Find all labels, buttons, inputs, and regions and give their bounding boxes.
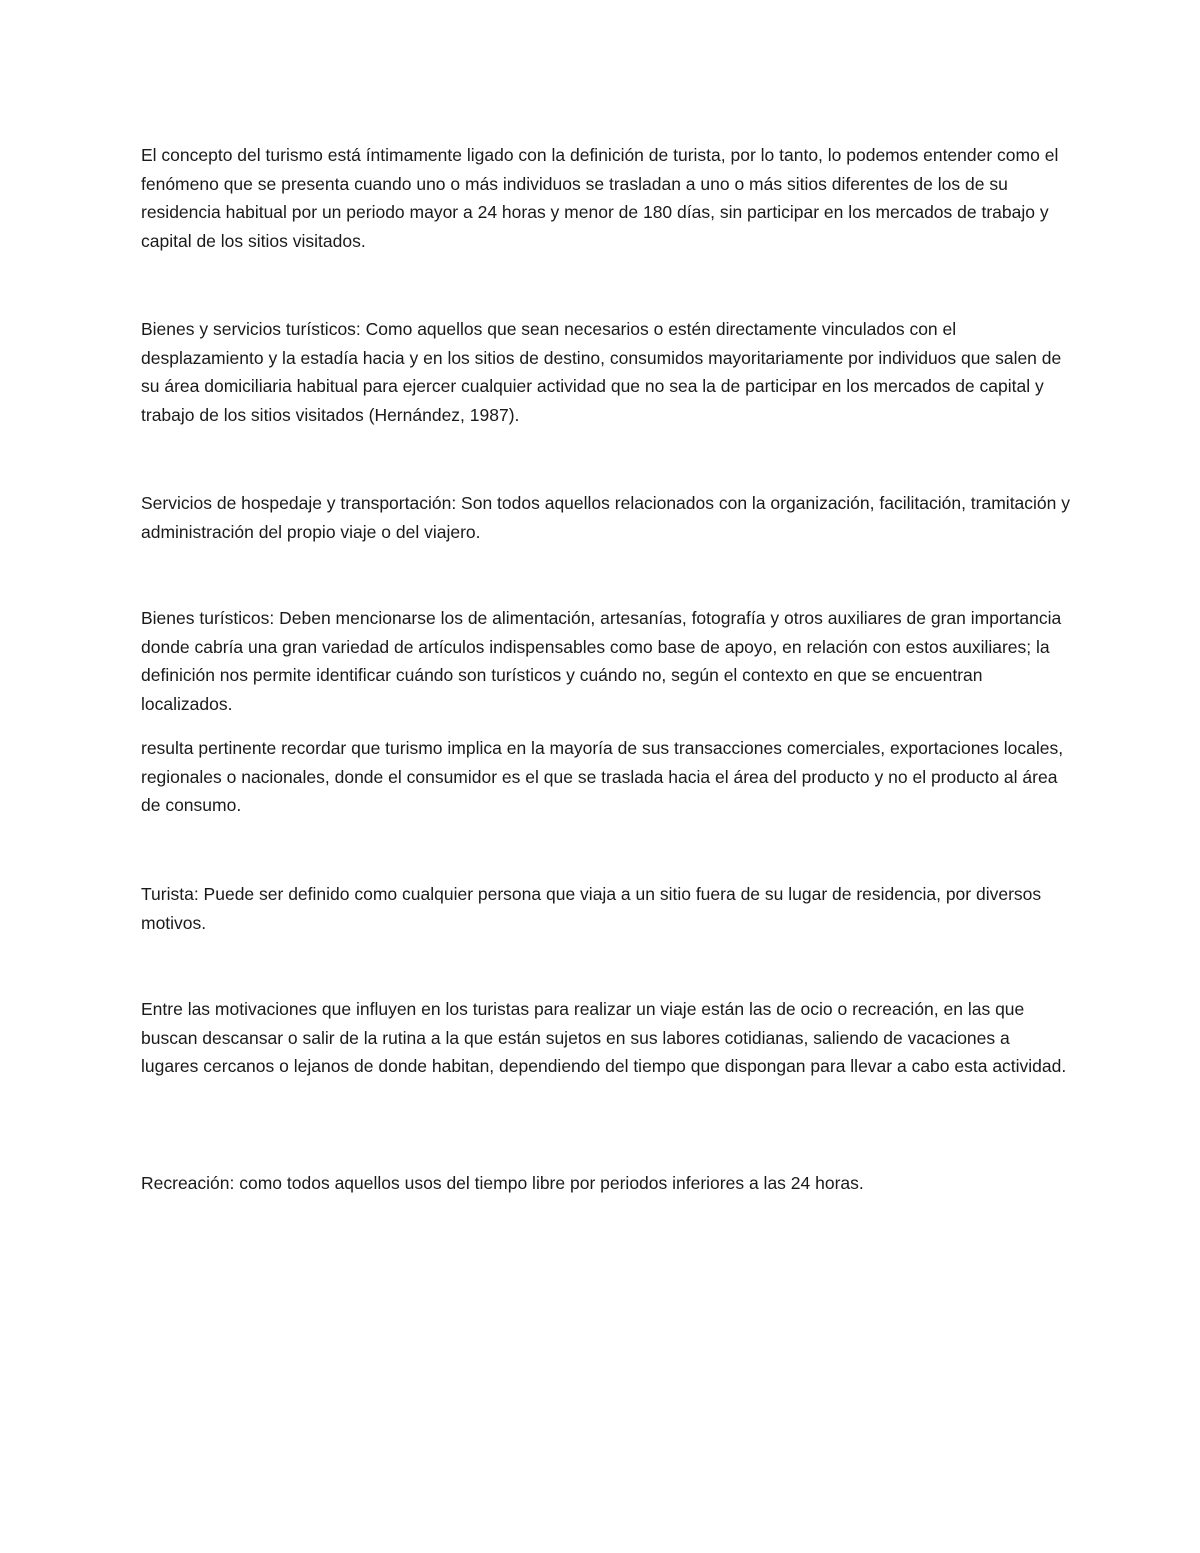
paragraph-bienes-turisticos: Bienes turísticos: Deben mencionarse los de alimentación, artesanías, fotografía y otros auxiliares de gran importancia donde cabría una gran variedad de artículos indispensables como base de apoyo, en relación con estos auxiliares; la definición nos permite identificar cuándo son turísticos y cuándo no, según el contexto en que se encuentran localizados. [141,608,1062,714]
paragraph-recreacion: Recreación: como todos aquellos usos del tiempo libre por periodos inferiores a las 24 horas. [141,1173,864,1193]
paragraph-transacciones: resulta pertinente recordar que turismo implica en la mayoría de sus transacciones comerciales, exportaciones locales, regionales o nacionales, donde el consumidor es el que se traslada hacia el área del producto y no el producto al área de consumo. [141,738,1064,816]
paragraph-motivaciones: Entre las motivaciones que influyen en los turistas para realizar un viaje están las de ocio o recreación, en las que buscan descansar o salir de la rutina a la que están sujetos en sus labores cotidianas, saliendo de vacaciones a lugares cercanos o lejanos de donde habitan, dependiendo del tiempo que dispongan para llevar a cabo esta actividad. [141,999,1067,1077]
paragraph-turismo-concepto: El concepto del turismo está íntimamente ligado con la definición de turista, por lo tanto, lo podemos entender como el fenómeno que se presenta cuando uno o más individuos se trasladan a uno o más sitios diferentes de los de su residencia habitual por un periodo mayor a 24 horas y menor de 180 días, sin participar en los mercados de trabajo y capital de los sitios visitados. [141,145,1059,251]
paragraph-servicios-hospedaje: Servicios de hospedaje y transportación: Son todos aquellos relacionados con la organización, facilitación, tramitación y administración del propio viaje o del viajero. [141,493,1071,542]
paragraph-turista: Turista: Puede ser definido como cualquier persona que viaja a un sitio fuera de su lugar de residencia, por diversos motivos. [141,884,1042,933]
paragraph-bienes-servicios: Bienes y servicios turísticos: Como aquellos que sean necesarios o estén directamente vinculados con el desplazamiento y la estadía hacia y en los sitios de destino, consumidos mayoritariamente por individuos que salen de su área domiciliaria habitual para ejercer cualquier actividad que no sea la de participar en los mercados de capital y trabajo de los sitios visitados (Hernández, 1987). [141,319,1062,425]
